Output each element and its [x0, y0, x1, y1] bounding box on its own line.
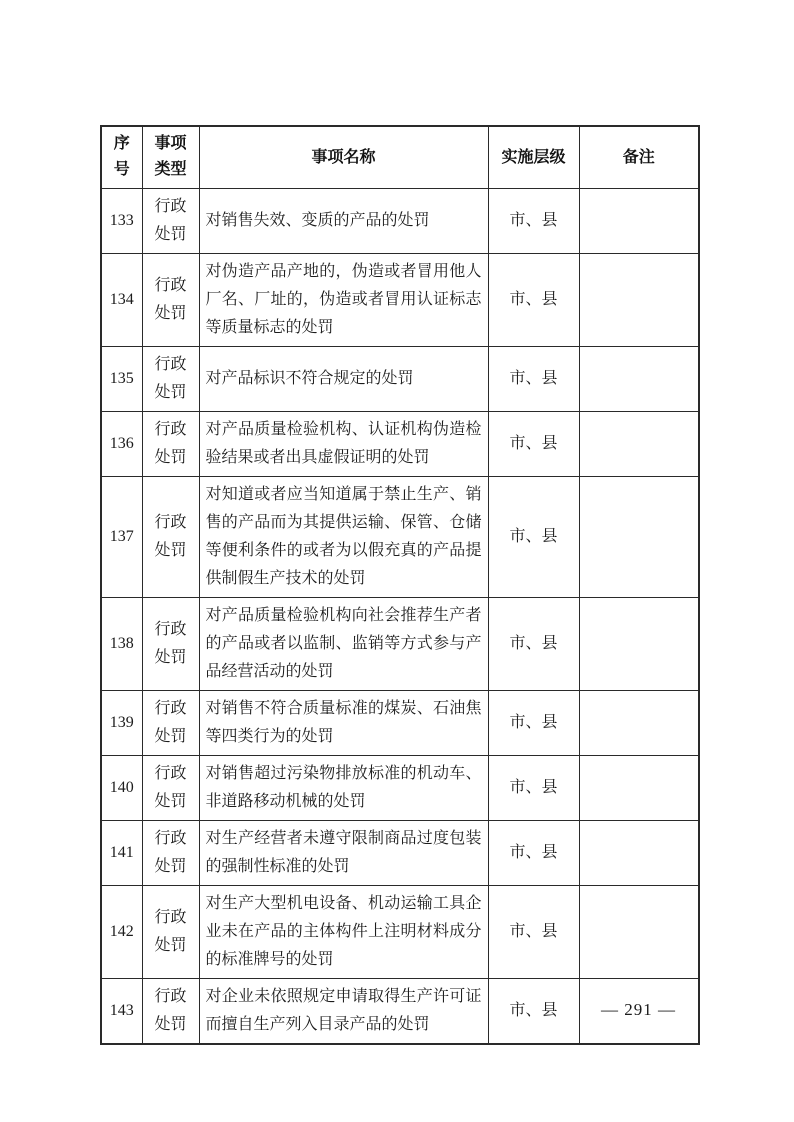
- remarks-cell: [579, 821, 699, 886]
- item-type-text: 行政处罚: [154, 700, 187, 745]
- item-name-cell: 对销售超过污染物排放标准的机动车、非道路移动机械的处罚: [199, 756, 488, 821]
- table-row: [101, 756, 699, 821]
- header-item-type-label: 事项类型: [154, 135, 187, 178]
- implementation-level-cell: 市、县: [488, 347, 579, 412]
- item-type-text: 行政处罚: [154, 514, 187, 559]
- table-body: [101, 189, 699, 1045]
- header-row: [101, 126, 699, 189]
- item-type-text: 行政处罚: [154, 356, 187, 401]
- item-name-cell: 对产品质量检验机构、认证机构伪造检验结果或者出具虚假证明的处罚: [199, 412, 488, 477]
- serial-number-cell: 138: [101, 598, 142, 691]
- table-header: [101, 126, 699, 189]
- item-type-cell: [142, 189, 199, 254]
- item-type-text: 行政处罚: [154, 988, 187, 1033]
- header-remarks: 备注: [579, 126, 699, 189]
- serial-number-cell: 141: [101, 821, 142, 886]
- item-type-cell: [142, 347, 199, 412]
- item-name-cell: 对产品质量检验机构向社会推荐生产者的产品或者以监制、监销等方式参与产品经营活动的处罚: [199, 598, 488, 691]
- table-row: [101, 412, 699, 477]
- header-item-name: 事项名称: [199, 126, 488, 189]
- serial-number-cell: 133: [101, 189, 142, 254]
- item-type-text: 行政处罚: [154, 621, 187, 666]
- table-row: [101, 347, 699, 412]
- table-row: [101, 254, 699, 347]
- item-type-cell: [142, 598, 199, 691]
- implementation-level-cell: 市、县: [488, 254, 579, 347]
- item-type-cell: [142, 886, 199, 979]
- implementation-level-cell: 市、县: [488, 598, 579, 691]
- item-type-cell: [142, 979, 199, 1045]
- item-name-cell: 对生产大型机电设备、机动运输工具企业未在产品的主体构件上注明材料成分的标准牌号的处罚: [199, 886, 488, 979]
- remarks-cell: [579, 756, 699, 821]
- table-row: [101, 477, 699, 598]
- implementation-level-cell: 市、县: [488, 979, 579, 1045]
- item-name-cell: 对销售不符合质量标准的煤炭、石油焦等四类行为的处罚: [199, 691, 488, 756]
- serial-number-cell: 135: [101, 347, 142, 412]
- table-row: [101, 691, 699, 756]
- implementation-level-cell: 市、县: [488, 189, 579, 254]
- serial-number-cell: 137: [101, 477, 142, 598]
- serial-number-cell: 143: [101, 979, 142, 1045]
- item-name-cell: 对销售失效、变质的产品的处罚: [199, 189, 488, 254]
- table-row: [101, 821, 699, 886]
- item-type-cell: [142, 691, 199, 756]
- implementation-level-cell: 市、县: [488, 412, 579, 477]
- remarks-cell: [579, 347, 699, 412]
- remarks-cell: [579, 412, 699, 477]
- item-name-cell: 对企业未依照规定申请取得生产许可证而擅自生产列入目录产品的处罚: [199, 979, 488, 1045]
- item-name-cell: 对知道或者应当知道属于禁止生产、销售的产品而为其提供运输、保管、仓储等便利条件的或者为以假充真的产品提供制假生产技术的处罚: [199, 477, 488, 598]
- header-implementation-level: 实施层级: [488, 126, 579, 189]
- remarks-cell: [579, 598, 699, 691]
- header-item-type: [142, 126, 199, 189]
- implementation-level-cell: 市、县: [488, 886, 579, 979]
- item-type-text: 行政处罚: [154, 830, 187, 875]
- implementation-level-cell: 市、县: [488, 821, 579, 886]
- remarks-cell: [579, 477, 699, 598]
- item-type-cell: [142, 821, 199, 886]
- item-name-cell: 对生产经营者未遵守限制商品过度包装的强制性标准的处罚: [199, 821, 488, 886]
- table-row: [101, 189, 699, 254]
- serial-number-cell: 139: [101, 691, 142, 756]
- item-name-cell: 对产品标识不符合规定的处罚: [199, 347, 488, 412]
- item-type-cell: [142, 412, 199, 477]
- item-type-text: 行政处罚: [154, 909, 187, 954]
- implementation-level-cell: 市、县: [488, 756, 579, 821]
- implementation-level-cell: 市、县: [488, 691, 579, 756]
- item-type-cell: [142, 477, 199, 598]
- penalty-items-table: [100, 125, 700, 1045]
- item-type-text: 行政处罚: [154, 277, 187, 322]
- item-type-text: 行政处罚: [154, 198, 187, 243]
- item-type-cell: [142, 254, 199, 347]
- remarks-cell: [579, 691, 699, 756]
- page-number: — 291 —: [601, 1000, 676, 1019]
- serial-number-cell: 142: [101, 886, 142, 979]
- item-type-cell: [142, 756, 199, 821]
- header-serial-number: [101, 126, 142, 189]
- remarks-cell: [579, 886, 699, 979]
- remarks-cell: [579, 189, 699, 254]
- remarks-cell: [579, 254, 699, 347]
- serial-number-cell: 140: [101, 756, 142, 821]
- item-type-text: 行政处罚: [154, 765, 187, 810]
- item-name-cell: 对伪造产品产地的，伪造或者冒用他人厂名、厂址的，伪造或者冒用认证标志等质量标志的处罚: [199, 254, 488, 347]
- implementation-level-cell: 市、县: [488, 477, 579, 598]
- header-serial-number-label: 序号: [113, 135, 130, 178]
- item-type-text: 行政处罚: [154, 421, 187, 466]
- serial-number-cell: 134: [101, 254, 142, 347]
- table-row: [101, 886, 699, 979]
- table-row: [101, 598, 699, 691]
- serial-number-cell: 136: [101, 412, 142, 477]
